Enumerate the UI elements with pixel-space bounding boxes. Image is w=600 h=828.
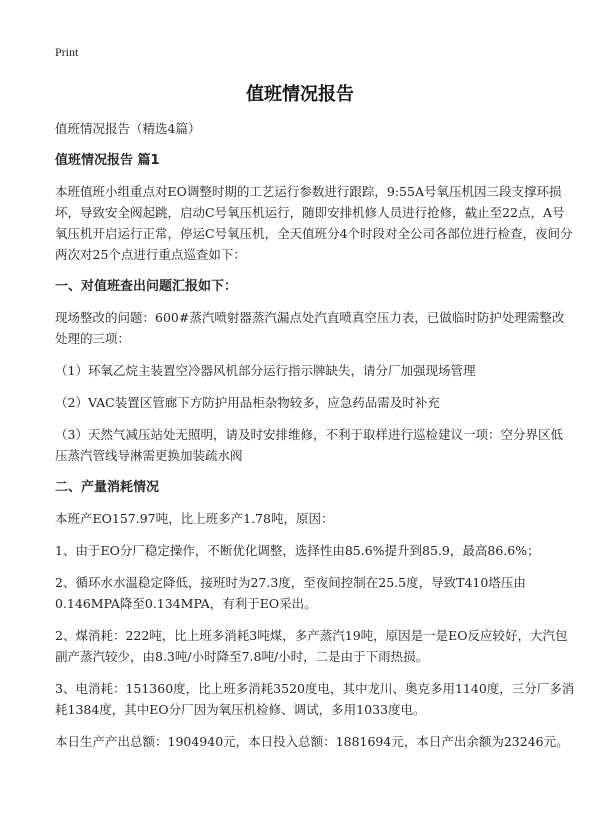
reason-1-paragraph: 1、由于EO分厂稳定操作，不断优化调整，选择性由85.6%提升到85.9，最高86.6%； [55, 543, 540, 558]
issue-item-1: （1）环氧乙烷主装置空冷器风机部分运行指示牌缺失，请分厂加强现场管理 [55, 363, 476, 378]
production-paragraph: 本班产EO157.97吨，比上班多产1.78吨，原因： [55, 511, 334, 526]
print-label: Print [55, 45, 79, 59]
heading-production: 二、产量消耗情况 [55, 480, 160, 495]
issue-item-3: （3）天然气减压站处无照明，请及时安排维修，不利于取样进行巡检建议一项：空分界区低压蒸汽管线导淋需更换加装疏水阀 [55, 427, 563, 463]
reason-2-paragraph: 2、循环水水温稳定降低，接班时为27.3度，至夜间控制在25.5度，导致T410塔压由0.146MPA降至0.134MPA，有利于EO采出。 [55, 575, 526, 611]
document-body [55, 118, 575, 763]
section-title: 值班情况报告 篇1 [55, 153, 160, 168]
coal-consumption-paragraph: 2、煤消耗：222吨，比上班多消耗3吨煤，多产蒸汽19吨，原因是一是EO反应较好，大汽包副产蒸汽较少，由8.3吨/小时降至7.8吨/小时，二是由于下雨热损。 [55, 628, 568, 664]
issue-item-2: （2）VAC装置区管廊下方防护用品柜杂物较多，应急药品需及时补充 [55, 395, 440, 410]
electricity-consumption-paragraph: 3、电消耗：151360度，比上班多消耗3520度电，其中龙川、奥克多用1140度，三分厂多消耗1384度，其中EO分厂因为氧压机检修、调试，多用1033度电。 [55, 681, 575, 717]
page-title: 值班情况报告 [246, 84, 354, 105]
intro-paragraph: 本班值班小组重点对EO调整时期的工艺运行参数进行跟踪，9:55A号氧压机因三段支撑环损坏，导致安全阀起跳，启动C号氧压机运行，随即安排机修人员进行抢修，截止至22点，A号氧压机开启运行正常，停运C号氧压机，全天值班分4个时段对全公司各部位进行检查，夜间分两次对25个点进行重点巡查如下： [55, 184, 573, 262]
heading-issues: 一、对值班查出问题汇报如下： [55, 279, 238, 294]
document-subtitle: 值班情况报告（精选4篇） [55, 121, 201, 136]
output-summary-paragraph: 本日生产产出总额：1904940元，本日投入总额：1881694元，本日产出余额为23246元。 [55, 734, 569, 749]
problems-intro-paragraph: 现场整改的问题：600#蒸汽喷射器蒸汽漏点处汽直喷真空压力表，已做临时防护处理需整改处理的三项： [55, 310, 565, 346]
